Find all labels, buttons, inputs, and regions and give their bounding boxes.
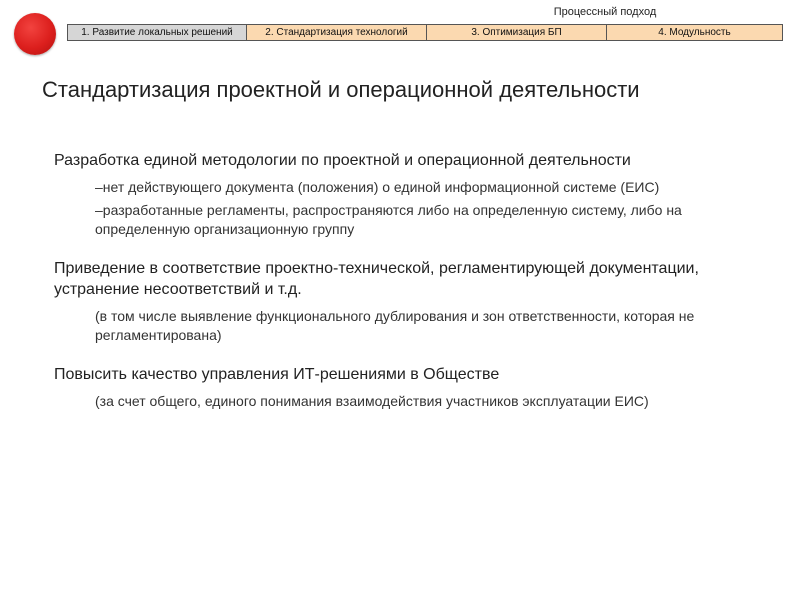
- slide-title: Стандартизация проектной и операционной деятельности: [42, 77, 640, 102]
- block-subitem: (за счет общего, единого понимания взаимодействия участников эксплуатации ЕИС): [95, 393, 649, 409]
- block-heading: Повысить качество управления ИТ-решениями в Обществе: [54, 366, 500, 383]
- block-heading: Разработка единой методологии по проектной и операционной деятельности: [54, 152, 631, 169]
- step-bp-optimization: 3. Оптимизация БП: [427, 25, 607, 40]
- step-modularity: 4. Модульность: [607, 25, 782, 40]
- block-methodology: [54, 150, 754, 239]
- block-documentation-alignment: [54, 258, 754, 345]
- block-it-management-quality: [54, 364, 754, 411]
- block-subitem: –нет действующего документа (положения) о единой информационной системе (ЕИС): [95, 179, 660, 195]
- block-heading: Приведение в соответствие проектно-технической, регламентирующей документации, устранение несоответствий и т.д.: [54, 260, 699, 298]
- process-steps-bar: [67, 24, 783, 41]
- block-subitem: (в том числе выявление функционального дублирования и зон ответственности, которая не регламентирована): [95, 308, 695, 343]
- step-technology-standardization: 2. Стандартизация технологий: [247, 25, 427, 40]
- step-local-solutions: 1. Развитие локальных решений: [68, 25, 247, 40]
- company-logo: [14, 13, 56, 55]
- process-approach-label: Процессный подход: [553, 6, 657, 18]
- slide-content: [54, 150, 754, 430]
- block-subitem: –разработанные регламенты, распространяются либо на определенную систему, либо на определенную организационную группу: [95, 202, 682, 237]
